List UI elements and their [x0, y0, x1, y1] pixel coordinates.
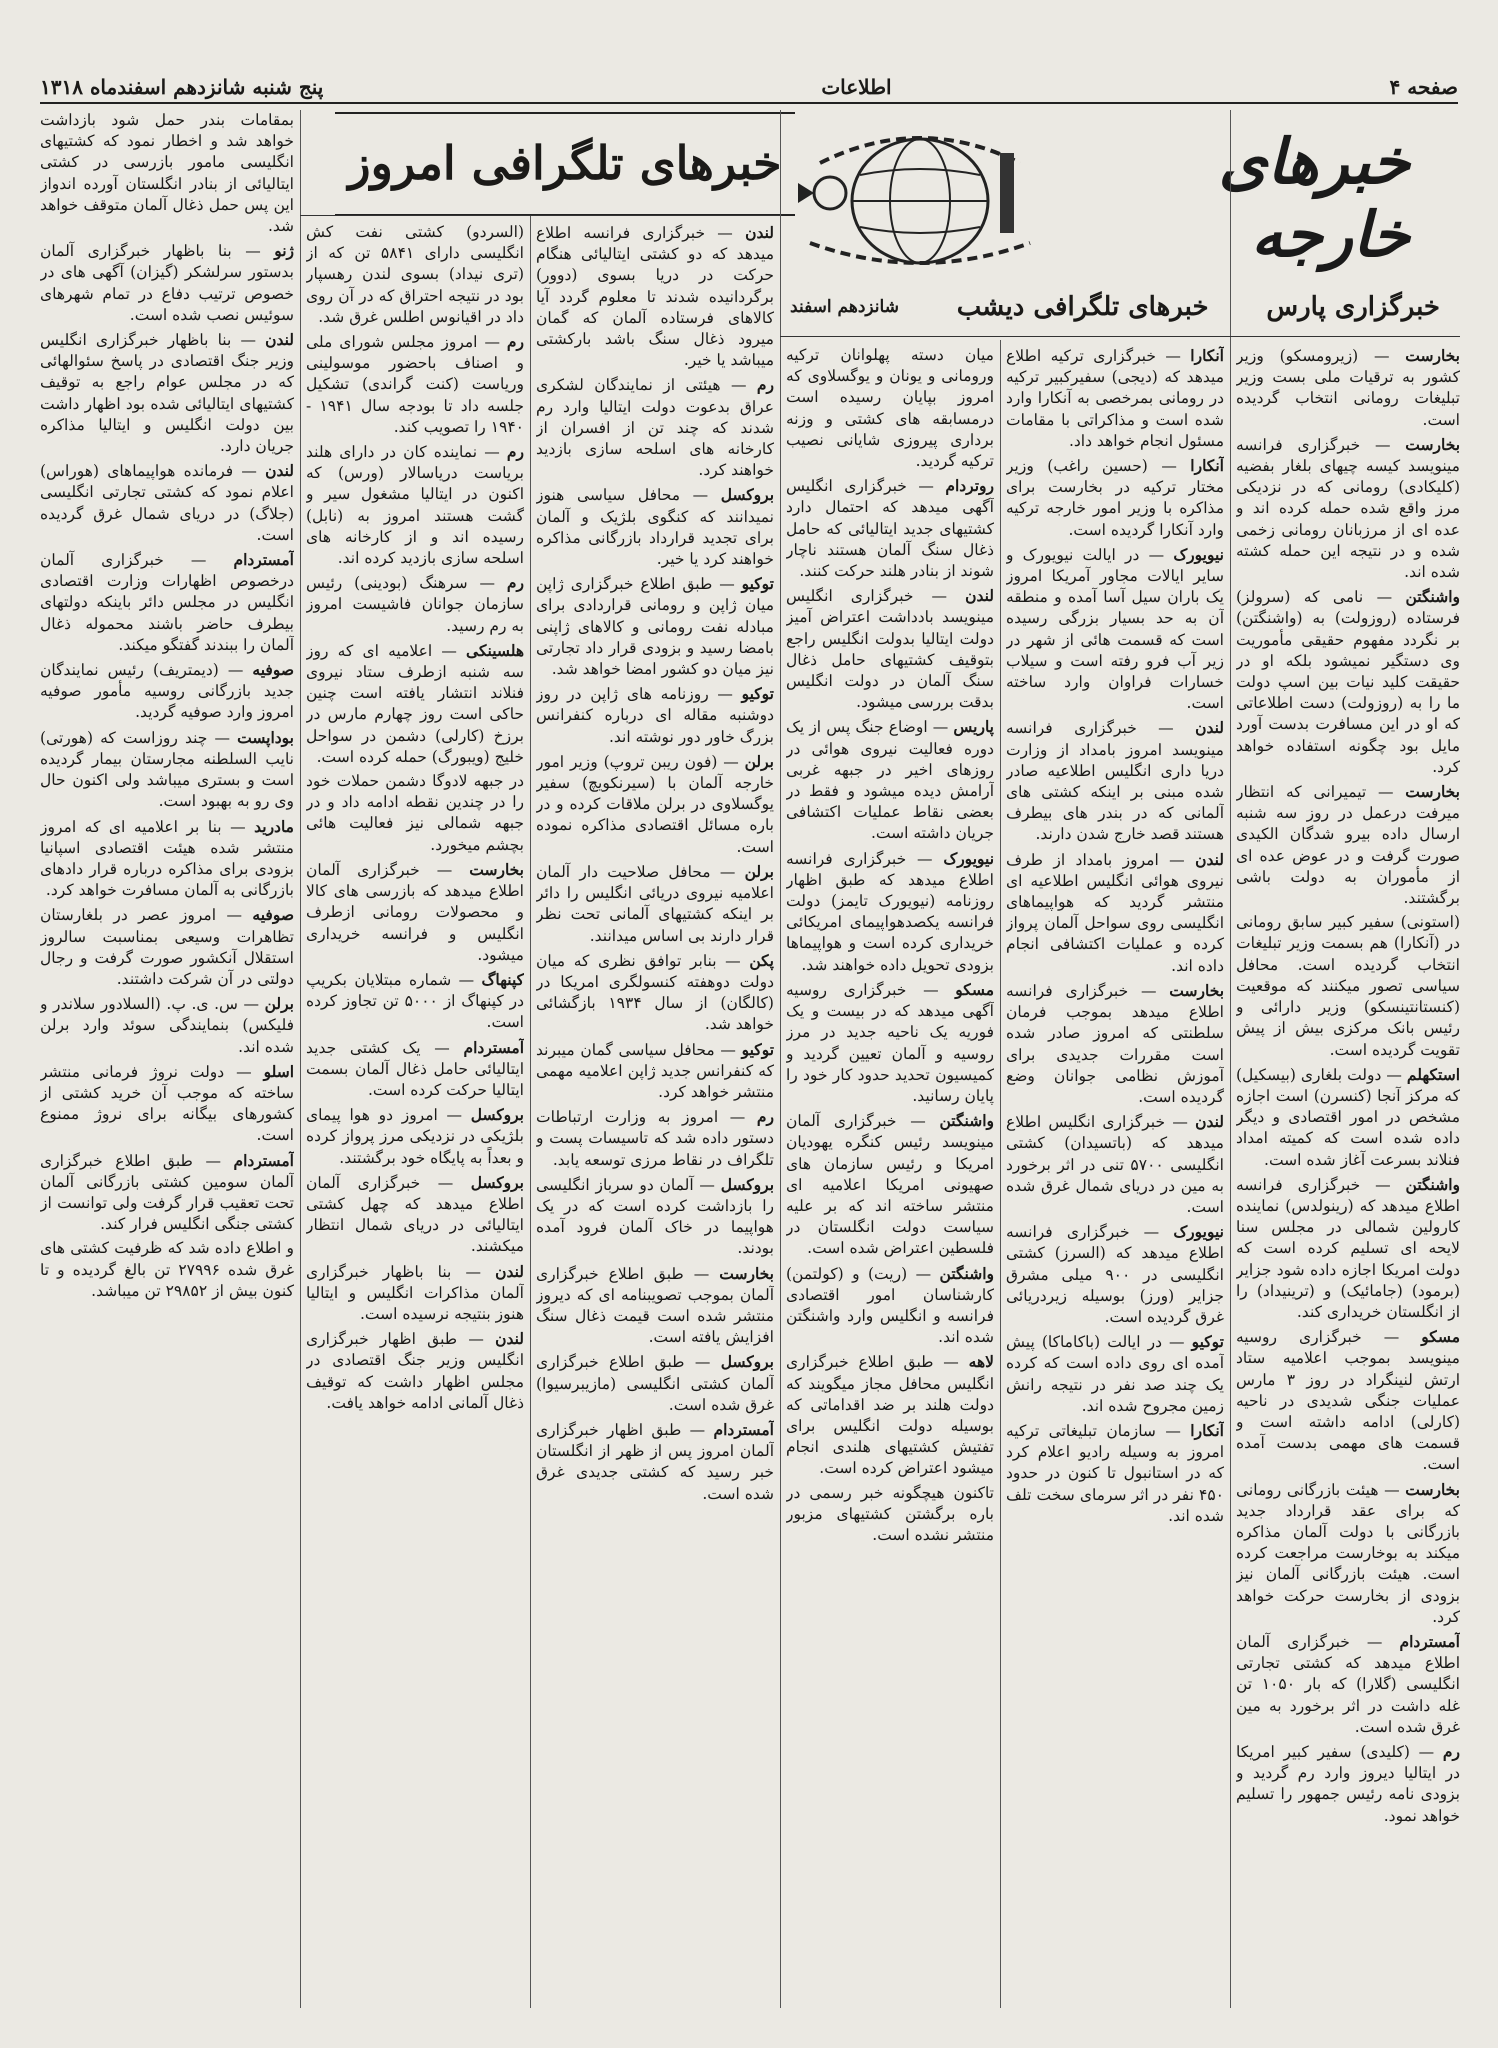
news-text: امروز عصر در بلغارستان تظاهرات وسیعی بمناسبت سالروز استقلال آنکشور صورت گرفت و رجال دولتی در آن شرکت داشتند.	[40, 906, 294, 988]
news-item: توکیو — روزنامه های ژاپن در روز دوشنبه مقاله ای درباره کنفرانس بزرگ خاور دور نوشته اند.	[536, 684, 774, 746]
news-text: خبرگزاری انگلیس اطلاع میدهد که (باتسیدان) کشتی انگلیسی ۵۷۰۰ تنی در اثر برخورد به مین در دریای شمال غرق شده است.	[1006, 1113, 1224, 1216]
news-text: امروز به وزارت ارتباطات دستور داده شد که تاسیسات پست و تلگراف در نقاط مرزی توسعه یابد.	[536, 1108, 774, 1169]
news-text: خبرگزاری انگلیس آگهی میدهد که احتمال دارد کشتیهای جدید ایتالیائی که حامل ذغال سنگ آلمان هستند ناچار شوند از بنادر هلند حرکت کنند.	[786, 477, 994, 581]
dateline-city: لندن	[495, 1261, 524, 1281]
news-item: رم — امروز به وزارت ارتباطات دستور داده شد که تاسیسات پست و تلگراف در نقاط مرزی توسعه یابد.	[536, 1107, 774, 1169]
column-4	[536, 222, 774, 2008]
news-item	[40, 110, 294, 237]
news-item: واشنگتن — خبرگزاری فرانسه اطلاع میدهد که (رینولدس) نماینده کارولین شمالی در مجلس سنا لایحه ای تسلیم کرده است که دولت امریکا اجازه داده شود جزایر (برمود) (جامائیک) و (ترینیداد) را از انگلستان خریداری کند.	[1236, 1174, 1460, 1321]
news-item	[1236, 912, 1460, 1060]
news-text: خبرگزاری فرانسه مینویسد امروز بامداد از وزارت دریا داری انگلیس اطلاعیه صادر شده مبنی بر اینکه کشتی های آلمانی که در بندر های بیطرف هستند قصد خارج شدن دارند.	[1006, 719, 1224, 844]
dateline-city: آنکارا	[1190, 456, 1224, 476]
news-text: خبرگزاری فرانسه اطلاع میدهد که (رینولدس) نماینده کارولین شمالی در مجلس سنا لایحه ای تسلیم کرده است که دولت امریکا اجازه داده شود جزایر (برمود) (جامائیک) و (ترینیداد) را از انگلستان خریداری کند.	[1236, 1175, 1460, 1321]
dateline-city: پکن	[749, 950, 774, 970]
news-item: توکیو — محافل سیاسی گمان میبرند که کنفرانس جدید ژاپن اعلامیه مهمی منتشر خواهد کرد.	[536, 1039, 774, 1101]
news-text: خبرگزاری فرانسه مینویسد کیسه چیهای بلغار بفضیه (کلیکادی) رومانی که در نزدیکی مرز واقع شده حمله کرده اند و عده ای از مرزبانان رومانی زخمی شده و در نتیجه این حمله کشته شده اند.	[1236, 435, 1460, 582]
dateline-city: اسلو	[263, 1061, 294, 1081]
news-item: لندن — امروز بامداد از طرف نیروی هوائی انگلیس اطلاعیه ای منتشر گردید که هواپیماهای انگلیسی روی سواحل آلمان پرواز کرده و عملیات اکتشافی انجام داده اند.	[1006, 849, 1224, 975]
news-item: آنکارا — (حسین راغب) وزیر مختار ترکیه در بخارست برای مذاکره با وزیر امور خارجه ترکیه وارد آنکارا گردیده است.	[1006, 456, 1224, 539]
news-text: چند روزاست که (هورتی) نایب السلطنه مجارستان بیمار گردیده است و بستری میباشد ولی اکنون حال وی رو به بهبود است.	[40, 728, 294, 811]
news-item: بروکسل — امروز دو هوا پیمای بلژیکی در نزدیکی مرز پرواز کرده و بعداً به پایگاه خود برگشتند.	[306, 1105, 524, 1167]
dateline-city: نیویورک	[1173, 1222, 1224, 1242]
news-item: رم — امروز مجلس شورای ملی و اصناف باحضور موسولینی وریاست (کنت گراندی) تشکیل جلسه داد تا بودجه سال ۱۹۴۱ - ۱۹۴۰ را تصویب کند.	[306, 332, 524, 436]
date-line: شانزدهم اسفند	[790, 297, 899, 317]
news-text: (السردو) کشتی نفت کش انگلیسی دارای ۵۸۴۱ تن که از (تری نیداد) بسوی لندن رهسپار بود در نتیجه احتراق که در آن روی داد در اقیانوس اطلس غرق شد.	[306, 223, 524, 326]
news-text: خبرگزاری آلمان اطلاع میدهد که چهل کشتی ایتالیائی در دریای شمال انتظار میکشند.	[306, 1173, 524, 1256]
news-item: اسلو — دولت نروژ فرمانی منتشر ساخته که موجب آن خرید کشتی از کشورهای بیگانه برای نروژ ممنوع است.	[40, 1061, 294, 1145]
news-item: مسکو — خبرگزاری روسیه آگهی میدهد که در بیست و یک فوریه یک ناحیه جدید در مرز روسیه و آلمان تعیین گردید و کمیسیون تحدید حدود کار خود را پایان رسانید.	[786, 979, 994, 1105]
news-text: خبرگزاری آلمان درخصوص اظهارات وزارت اقتصادی انگلیس در مجلس دائر باینکه دولتهای بیطرف حاضر باشند محموله ذغال آلمان را ببندند گفتگو میکند.	[40, 551, 294, 654]
news-item: لندن — خبرگزاری انگلیس مینویسد بادداشت اعتراض آمیز دولت ایتالیا بدولت انگلیس راجع بتوقیف کشتیهای حامل ذغال سنگ آلمان در دولت انگلیس بدقت بررسی میشود.	[786, 586, 994, 712]
news-text: امروز بامداد از طرف نیروی هوائی انگلیس اطلاعیه ای منتشر گردید که هواپیماهای انگلیسی روی سواحل آلمان پرواز کرده و عملیات اکتشافی انجام داده اند.	[1006, 850, 1224, 975]
dateline-city: مسکو	[1421, 1327, 1460, 1347]
news-text: هیئتی از نمایندگان لشکری عراق بدعوت دولت ایتالیا وارد رم شدند که چند تن از افسران از کارخانه های اسلحه سازی بازدید خواهند کرد.	[536, 376, 774, 480]
news-text: روزنامه های ژاپن در روز دوشنبه مقاله ای درباره کنفرانس بزرگ خاور دور نوشته اند.	[536, 685, 774, 746]
dateline-city: بروکسل	[720, 485, 774, 505]
news-item: پکن — بنابر توافق نظری که میان دولت دوهفته کنسولگری امریکا در (کالگان) از سال ۱۹۳۴ بازگشائی خواهد شد.	[536, 950, 774, 1034]
dateline-city: برلن	[744, 861, 774, 881]
issue-date: پنج شنبه شانزدهم اسفندماه ۱۳۱۸	[40, 75, 324, 99]
news-item: لندن — طبق اظهار خبرگزاری انگلیس وزیر جنگ اقتصادی در مجلس اظهار داشت که توقیف ذغال آلمانی ادامه خواهد یافت.	[306, 1329, 524, 1412]
news-text: در ایالت نیویورک و سایر ایالات مجاور آمریکا امروز یک باران سیل آسا آمده و منطقه آن به حد بسیار بزرگی رسیده است که قسمت هائی از شهر در زیر آب فرو رفته است و سیلاب خسارات فراوان وارد ساخته است.	[1006, 545, 1224, 713]
news-item: روتردام — خبرگزاری انگلیس آگهی میدهد که احتمال دارد کشتیهای جدید ایتالیائی که حامل ذغال سنگ آلمان هستند ناچار شوند از بنادر هلند حرکت کنند.	[786, 476, 994, 581]
news-item: بخارست — خبرگزاری فرانسه مینویسد کیسه چیهای بلغار بفضیه (کلیکادی) رومانی که در نزدیکی مرز واقع شده حمله کرده اند و عده ای از مرزبانان رومانی زخمی شده و در نتیجه این حمله کشته شده اند.	[1236, 434, 1460, 582]
dateline-city: بروکسل	[470, 1105, 524, 1125]
news-item: واشنگتن — نامی که (سرولز) فرستاده (روزولت) به (واشنگتن) بر نگردد مفهوم حقیقی مأموریت وی دستگیر نمیشود بلکه او در حقیقت کلید نیات بین اسپ دولت ما را به (روزولت) دست اطلاعاتی که او در این مسافرت بدست آورد مایل بود چگونه استفاده خواهد کرد.	[1236, 587, 1460, 776]
news-item: استکهلم — دولت بلغاری (بیسکیل) که مرکز آنجا (کنسرن) است اجازه مشخص در امور اقتصادی و دیگر داده شده است که کمیته امداد فنلاند بسرعت آغاز شده است.	[1236, 1064, 1460, 1169]
news-text: خبرگزاری آلمان اطلاع میدهد که بازرسی های کالا و محصولات رومانی ازطرف انگلیس و فرانسه خریداری میشود.	[306, 860, 524, 964]
dateline-city: واشنگتن	[939, 1111, 994, 1131]
news-text: (کلیدی) سفیر کبیر امریکا در ایتالیا دیروز وارد رم گردید و بزودی نامه رئیس جمهور را تسلیم خواهد نمود.	[1236, 1743, 1460, 1825]
dateline-city: رم	[1442, 1742, 1460, 1761]
dateline-city: بخارست	[469, 859, 524, 879]
dateline-city: نیویورک	[1173, 544, 1224, 564]
news-item: رم — (کلیدی) سفیر کبیر امریکا در ایتالیا دیروز وارد رم گردید و بزودی نامه رئیس جمهور را تسلیم خواهد نمود.	[1236, 1742, 1460, 1825]
news-text: خبرگزاری آلمان مینویسد رئیس کنگره یهودیان امریکا و رئیس سازمان های صهیونی امریکا اعلامیه ای منتشر ساخته اند که بر علیه سیاست دولت انگلستان در فلسطین اعتراض شده است.	[786, 1112, 994, 1258]
news-text: تیمیرانی که انتظار میرفت درعمل در روز سه شنبه ارسال داده بیرو شدگان الکیدی صورت گرفت و در عوض عده ای از مأموران به دولت باشی برگشتند.	[1236, 783, 1460, 908]
column-6	[40, 110, 294, 2008]
page-number: صفحه ۴	[1389, 75, 1458, 99]
news-text: و اطلاع داده شد که ظرفیت کشتی های غرق شده ۲۷۹۹۶ تن بالغ گردیده و تا کنون بیش از ۲۹۸۵۲ تن میباشد.	[40, 1239, 294, 1300]
foreign-news-subheader	[790, 282, 1440, 332]
news-text: یک کشتی جدید ایتالیائی حامل ذغال آلمان بسمت ایتالیا حرکت کرده است.	[306, 1038, 524, 1099]
news-text: نماینده کان در دارای هلند بریاست دریاسالار (ورس) که اکنون در ایتالیا مشغول سیر و گشت هستند امروز به (نابل) رسیده اند و از کارخانه های اسلحه سازی بازدید کرده اند.	[306, 443, 524, 568]
news-item: نیویورک — در ایالت نیویورک و سایر ایالات مجاور آمریکا امروز یک باران سیل آسا آمده و منطقه آن به حد بسیار بزرگی رسیده است که قسمت هائی از شهر در زیر آب فرو رفته است و سیلاب خسارات فراوان وارد ساخته است.	[1006, 544, 1224, 713]
dateline-city: نیویورک	[943, 848, 994, 868]
news-item: نیویورک — خبرگزاری فرانسه اطلاع میدهد که طبق اظهار روزنامه (نیویورک تایمز) دولت فرانسه یکصدهواپیمای امریکائی خریداری کرده است و هواپیماها بزودی تحویل داده خواهند شد.	[786, 848, 994, 974]
dateline-city: آنکارا	[1190, 346, 1224, 365]
news-item: لاهه — طبق اطلاع خبرگزاری انگلیس محافل مجاز میگویند که دولت هلند بر ضد اقداماتی که بوسیله دولت انگلیس برای تفتیش کشتیهای هلندی انجام میشود اعتراض کرده است.	[786, 1352, 994, 1478]
news-item: آمستردام — طبق اطلاع خبرگزاری آلمان سومین کشتی بازرگانی آلمان تحت تعقیب قرار گرفت ولی توانست از کشتی جنگی انگلیس فرار کند.	[40, 1150, 294, 1234]
news-item: رم — هیئتی از نمایندگان لشکری عراق بدعوت دولت ایتالیا وارد رم شدند که چند تن از افسران از کارخانه های اسلحه سازی بازدید خواهند کرد.	[536, 375, 774, 480]
news-item: لندن — بنا باظهار خبرگزاری انگلیس وزیر جنگ اقتصادی در پاسخ سئوالهائی که در مجلس عوام راجع به توقیف کشتیهای ایتالیائی شده بود اظهار داشت بین دولت انگلیس و ایتالیا مذاکره جریان دارد.	[40, 330, 294, 456]
foreign-news-title: خبرهای خارجه	[1218, 125, 1410, 271]
dateline-city: کپنهاگ	[481, 969, 524, 989]
news-item: لندن — بنا باظهار خبرگزاری آلمان مذاکرات انگلیس و ایتالیا هنوز بنتیجه نرسیده است.	[306, 1261, 524, 1323]
news-text: طبق اطلاع خبرگزاری آلمان سومین کشتی بازرگانی آلمان تحت تعقیب قرار گرفت ولی توانست از کشتی جنگی انگلیس فرار کند.	[40, 1151, 294, 1234]
news-text: (استونی) سفیر کبیر سابق رومانی در (آنکارا) هم بسمت وزیر تبلیغات انتخاب گردیده است. محافل سیاسی تصور میکنند که موقعیت (کنستانتینسکو) وزیر دارائی و رئیس بانک مرکزی بیش از پیش تقویت گردیده است.	[1236, 913, 1460, 1059]
news-item: صوفیه — (دیمتریف) رئیس نمایندگان جدید بازرگانی روسیه مأمور صوفیه امروز وارد صوفیه گردید.	[40, 660, 294, 722]
news-item: آمستردام — طبق اظهار خبرگزاری آلمان امروز پس از ظهر از انگلستان خبر رسید که کشتی جدیدی غرق شده است.	[536, 1419, 774, 1503]
news-text: خبرگزاری انگلیس مینویسد بادداشت اعتراض آمیز دولت ایتالیا بدولت انگلیس راجع بتوقیف کشتیهای حامل ذغال سنگ آلمان در دولت انگلیس بدقت بررسی میشود.	[786, 587, 994, 712]
news-item: آمستردام — خبرگزاری آلمان درخصوص اظهارات وزارت اقتصادی انگلیس در مجلس دائر باینکه دولتهای بیطرف حاضر باشند محموله ذغال آلمان را ببندند گفتگو میکند.	[40, 550, 294, 654]
column-5	[306, 222, 524, 2008]
news-item: بروکسل — محافل سیاسی هنوز نمیدانند که کنگوی بلژیک و آلمان برای تجدید قرارداد بازرگانی مذاکره خواهند کرد یا خیر.	[536, 485, 774, 569]
dateline-city: برلن	[744, 751, 774, 771]
dateline-city: لاهه	[968, 1352, 994, 1372]
dateline-city: بخارست	[1405, 434, 1460, 454]
dateline-city: واشنگتن	[939, 1263, 994, 1283]
news-item: لندن — خبرگزاری انگلیس اطلاع میدهد که (باتسیدان) کشتی انگلیسی ۵۷۰۰ تنی در اثر برخورد به مین در دریای شمال غرق شده است.	[1006, 1112, 1224, 1216]
dateline-city: برلن	[264, 994, 294, 1014]
dateline-city: بخارست	[1405, 782, 1460, 802]
news-text: امروز مجلس شورای ملی و اصناف باحضور موسولینی وریاست (کنت گراندی) تشکیل جلسه داد تا بودجه سال ۱۹۴۱ - ۱۹۴۰ را تصویب کند.	[306, 333, 524, 436]
news-text: خبرگزاری فرانسه اطلاع میدهد که (السرز) کشتی انگلیسی در ۹۰۰ میلی مشرق جزایر (ورز) بوسیله زیردریائی غرق گردیده است.	[1006, 1223, 1224, 1326]
news-item: رم — سرهنگ (بودینی) رئیس سازمان جوانان فاشیست امروز به رم رسید.	[306, 573, 524, 635]
column-rule	[1230, 110, 1231, 2008]
news-item: کپنهاگ — شماره مبتلایان بکریپ در کپنهاگ از ۵۰۰۰ تن تجاوز کرده است.	[306, 969, 524, 1032]
news-item: رم — نماینده کان در دارای هلند بریاست دریاسالار (ورس) که اکنون در ایتالیا مشغول سیر و گشت هستند امروز به (نابل) رسیده اند و از کارخانه های اسلحه سازی بازدید کرده اند.	[306, 442, 524, 568]
news-item: بخارست — خبرگزاری آلمان اطلاع میدهد که بازرسی های کالا و محصولات رومانی ازطرف انگلیس و فرانسه خریداری میشود.	[306, 859, 524, 964]
news-item	[786, 1483, 994, 1547]
news-text: شماره مبتلایان بکریپ در کپنهاگ از ۵۰۰۰ تن تجاوز کرده است.	[306, 970, 524, 1032]
news-text: (زیرومسکو) وزیر کشور به ترقیات ملی بست وزیر تبلیغات رومانی انتخاب گردیده است.	[1236, 347, 1460, 429]
news-text: دولت نروژ فرمانی منتشر ساخته که موجب آن خرید کشتی از کشورهای بیگانه برای نروژ ممنوع است.	[40, 1062, 294, 1145]
news-text: طبق اطلاع خبرگزاری آلمان بموجب تصویبنامه ای که دیروز منتشر شده است قیمت ذغال سنگ افزایش یافته است.	[536, 1264, 774, 1347]
news-text: اوضاع جنگ پس از یک دوره فعالیت نیروی هوائی در روزهای اخیر در جبهه غربی آرامش دیده میشود و فقط در بعضی نقاط عملیات اکتشافی جریان داشته است.	[786, 718, 994, 843]
news-item: آمستردام — یک کشتی جدید ایتالیائی حامل ذغال آلمان بسمت ایتالیا حرکت کرده است.	[306, 1037, 524, 1099]
page-header	[40, 72, 1458, 104]
dateline-city: مسکو	[955, 979, 994, 999]
news-item: برلن — س. ی. پ. (السلادور سلاندر و فلیکس) بنمایندگی سوئد وارد برلن شده اند.	[40, 994, 294, 1056]
dateline-city: روتردام	[945, 476, 994, 496]
news-text: طبق اظهار خبرگزاری آلمان امروز پس از ظهر از انگلستان خبر رسید که کشتی جدیدی غرق شده است.	[536, 1420, 774, 1503]
column-rule	[530, 215, 531, 2008]
dateline-city: صوفیه	[252, 660, 294, 680]
column-3	[786, 345, 994, 2008]
news-item: بخارست — طبق اطلاع خبرگزاری آلمان بموجب تصویبنامه ای که دیروز منتشر شده است قیمت ذغال سنگ افزایش یافته است.	[536, 1263, 774, 1347]
news-item	[306, 222, 524, 328]
today-telegraph-title: خبرهای تلگرافی امروز	[348, 136, 782, 190]
telegraph-masthead	[335, 118, 795, 208]
newspaper-name: اطلاعات	[821, 75, 892, 99]
dateline-city: واشنگتن	[1405, 1174, 1460, 1194]
news-text: اعلامیه ای که روز سه شنبه ازطرف ستاد نیروی فنلاند انتشار یافته است چنین حاکی است روز چهارم مارس در برزخ (کارلی) دشمن در سواحل خلیج (ویبورگ) حمله کرده است.	[306, 641, 524, 766]
dateline-city: آمستردام	[233, 550, 294, 570]
dateline-city: لندن	[265, 461, 294, 481]
news-text: خبرگزاری ترکیه اطلاع میدهد که (دیجی) سفیرکبیر ترکیه در رومانی بمرخصی به آنکارا وارد شده است و مذاکراتی با مقامات مسئول انجام خواهد داد.	[1006, 347, 1224, 450]
news-text: میان دسته پهلوانان ترکیه ورومانی و یونان و یوگسلاوی که امروز بپایان رسیده است درمسابقه های کشتی و وزنه برداری پیروزی شایانی نصیب ترکیه گردید.	[786, 346, 994, 471]
news-item	[786, 345, 994, 472]
news-text: در جبهه لادوگا دشمن حملات خود را در چندین نقطه ادامه داد و در جبهه شمالی نیز فعالیت هائی بچشم میخورد.	[306, 772, 524, 854]
dateline-city: بخارست	[1405, 1479, 1460, 1499]
news-text: امروز دو هوا پیمای بلژیکی در نزدیکی مرز پرواز کرده و بعداً به پایگاه خود برگشتند.	[306, 1106, 524, 1167]
news-text: بنا باظهار خبرگزاری آلمان بدستور سرلشکر (گیزان) آگهی های در خصوص ترتیب دفاع در تمام شهرهای سوئیس نصب شده است.	[40, 242, 294, 324]
news-item: لندن — فرمانده هواپیماهای (هوراس) اعلام نمود که کشتی تجارتی انگلیسی (جلاگ) در دریای شمال غرق گردیده است.	[40, 461, 294, 544]
news-item: توکیو — طبق اطلاع خبرگزاری ژاپن میان ژاپن و رومانی قراردادی برای مبادله نفت رومانی و کالاهای ژاپنی بامضا رسید و بزودی قرار داد تجارتی نیز میان دو کشور امضا خواهد شد.	[536, 574, 774, 679]
dateline-city: لندن	[1195, 1112, 1224, 1132]
news-item: بروکسل — طبق اطلاع خبرگزاری آلمان کشتی انگلیسی (مازیبرسیوا) غرق شده است.	[536, 1352, 774, 1414]
news-text: خبرگزاری روسیه مینویسد بموجب اعلامیه ستاد ارتش لنینگراد در روز ۳ مارس عملیات جنگی شدیدی در ناحیه (کارلی) ادامه داشته است و قسمت های مهمی بدست آمده است.	[1236, 1328, 1460, 1474]
news-item: بوداپست — چند روزاست که (هورتی) نایب السلطنه مجارستان بیمار گردیده است و بستری میباشد ولی اکنون حال وی رو به بهبود است.	[40, 727, 294, 811]
dateline-city: لندن	[965, 586, 994, 606]
news-item: هلسینکی — اعلامیه ای که روز سه شنبه ازطرف ستاد نیروی فنلاند انتشار یافته است چنین حاکی است روز چهارم مارس در برزخ (کارلی) دشمن در سواحل خلیج (ویبورگ) حمله کرده است.	[306, 640, 524, 766]
dateline-city: لندن	[495, 1329, 524, 1349]
dateline-city: بخارست	[1169, 980, 1224, 1000]
news-text: خبرگزاری فرانسه اطلاع میدهد که دو کشتی ایتالیائی هنگام حرکت در دریا بسوی (دوور) برگردانیده شدند تا معلوم گردد آیا کالاهای فرستاده آلمان که گمان میرود ذغال سنگ باشد بارکشتی میباشد یا خیر.	[536, 224, 774, 370]
news-text: (دیمتریف) رئیس نمایندگان جدید بازرگانی روسیه مأمور صوفیه امروز وارد صوفیه گردید.	[40, 661, 294, 722]
news-text: در ایالت (باکاماکا) پیش آمده ای روی داده است که کرده یک چند صد نفر در نتیجه رانش زمین مجروح شده اند.	[1006, 1333, 1224, 1415]
agency-name: خبرگزاری پارس	[1266, 292, 1440, 322]
news-item: آمستردام — خبرگزاری آلمان اطلاع میدهد که کشتی تجارتی انگلیسی (گلارا) که بار ۱۰۵۰ تن غله داشت در اثر برخورد به مین غرق شده است.	[1236, 1631, 1460, 1736]
news-text: محافل صلاحیت دار آلمان اعلامیه نیروی دریائی انگلیس را دائر بر اینکه کشتیهای آلمانی تحت نظر قرار دارند بی اساس میدانند.	[536, 862, 774, 945]
column-rule	[300, 110, 301, 2008]
dateline-city: توکیو	[741, 1039, 774, 1059]
dateline-city: بروکسل	[720, 1174, 774, 1194]
dateline-city: بخارست	[1405, 346, 1460, 365]
news-item: واشنگتن — (ریت) و (کولتمن) کارشناسان امور اقتصادی فرانسه و انگلیس وارد واشنگتن شده اند.	[786, 1263, 994, 1347]
dateline-city: لندن	[265, 330, 294, 350]
dateline-city: پاریس	[953, 717, 994, 737]
news-item: آنکارا — سازمان تبلیغاتی ترکیه امروز به وسیله رادیو اعلام کرد که در استانبول تا کنون در حدود ۴۵۰ نفر در اثر سرمای سخت تلف شده اند.	[1006, 1420, 1224, 1525]
news-text: فرمانده هواپیماهای (هوراس) اعلام نمود که کشتی تجارتی انگلیسی (جلاگ) در دریای شمال غرق گردیده است.	[40, 462, 294, 544]
news-item: بروکسل — آلمان دو سرباز انگلیسی را بازداشت کرده است که در یک هواپیما در خاک آلمان فرود آمده بودند.	[536, 1174, 774, 1258]
news-text: بمقامات بندر حمل شود بازداشت خواهد شد و اخطار نمود که کشتیهای انگلیسی مامور بازرسی در کشتی ایتالیائی از بنادر انگلستان آورده اندواز این پس حمل ذغال آلمان متوقف خواهد شد.	[40, 111, 294, 236]
column-2	[1006, 345, 1224, 2008]
dateline-city: ژنو	[274, 241, 294, 261]
news-text: خبرگزاری فرانسه اطلاع میدهد که طبق اظهار روزنامه (نیویورک تایمز) دولت فرانسه یکصدهواپیمای امریکائی خریداری کرده است و هواپیماها بزودی تحویل داده خواهند شد.	[786, 849, 994, 974]
news-item: ژنو — بنا باظهار خبرگزاری آلمان بدستور سرلشکر (گیزان) آگهی های در خصوص ترتیب دفاع در تمام شهرهای سوئیس نصب شده است.	[40, 241, 294, 324]
news-text: سرهنگ (بودینی) رئیس سازمان جوانان فاشیست امروز به رم رسید.	[306, 574, 524, 635]
news-item	[40, 1238, 294, 1302]
dateline-city: آمستردام	[233, 1150, 294, 1170]
column-1	[1236, 345, 1460, 2008]
news-text: طبق اظهار خبرگزاری انگلیس وزیر جنگ اقتصادی در مجلس اظهار داشت که توقیف ذغال آلمانی ادامه خواهد یافت.	[306, 1330, 524, 1412]
news-item: بخارست — هیئت بازرگانی رومانی که برای عقد قرارداد جدید بازرگانی با دولت آلمان مذاکره میکند به بوخارست مراجعت کرده است. هیئت بازرگانی آلمان نیز بزودی از بخارست حرکت خواهد کرد.	[1236, 1479, 1460, 1626]
dateline-city: لندن	[1195, 849, 1224, 869]
dateline-city: بروکسل	[470, 1172, 524, 1192]
dateline-city: لندن	[1195, 718, 1224, 738]
news-item: بخارست — تیمیرانی که انتظار میرفت درعمل در روز سه شنبه ارسال داده بیرو شدگان الکیدی صورت گرفت و در عوض عده ای از مأموران به دولت باشی برگشتند.	[1236, 782, 1460, 908]
news-text: بنا باظهار خبرگزاری انگلیس وزیر جنگ اقتصادی در پاسخ سئوالهائی که در مجلس عوام راجع به توقیف کشتیهای ایتالیائی شده بود اظهار داشت بین دولت انگلیس و ایتالیا مذاکره جریان دارد.	[40, 331, 294, 456]
news-item: بروکسل — خبرگزاری آلمان اطلاع میدهد که چهل کشتی ایتالیائی در دریای شمال انتظار میکشند.	[306, 1172, 524, 1256]
dateline-city: واشنگتن	[1405, 587, 1460, 607]
news-text: سازمان تبلیغاتی ترکیه امروز به وسیله رادیو اعلام کرد که در استانبول تا کنون در حدود ۴۵۰ نفر در اثر سرمای سخت تلف شده اند.	[1006, 1421, 1224, 1525]
news-text: نامی که (سرولز) فرستاده (روزولت) به (واشنگتن) بر نگردد مفهوم حقیقی مأموریت وی دستگیر نمیشود بلکه او در حقیقت کلید نیات بین اسپ دولت ما را به (روزولت) دست اطلاعاتی که او در این مسافرت بدست آورد مایل بود چگونه استفاده خواهد کرد.	[1236, 588, 1460, 776]
dateline-city: رم	[506, 573, 524, 593]
news-text: طبق اطلاع خبرگزاری ژاپن میان ژاپن و رومانی قراردادی برای مبادله نفت رومانی و کالاهای ژاپنی بامضا رسید و بزودی قرار داد تجارتی نیز میان دو کشور امضا خواهد شد.	[536, 575, 774, 679]
dateline-city: توکیو	[741, 684, 774, 704]
news-item: بخارست — (زیرومسکو) وزیر کشور به ترقیات ملی بست وزیر تبلیغات رومانی انتخاب گردیده است.	[1236, 346, 1460, 429]
news-item: مادرید — بنا بر اعلامیه ای که امروز منتشر شده هیئت اقتصادی اسپانیا بزودی برای مذاکره درباره قرار دادهای بازرگانی به آلمان مسافرت خواهد کرد.	[40, 816, 294, 900]
news-text: آلمان دو سرباز انگلیسی را بازداشت کرده است که در یک هواپیما در خاک آلمان فرود آمده بودند.	[536, 1175, 774, 1258]
news-text: س. ی. پ. (السلادور سلاندر و فلیکس) بنمایندگی سوئد وارد برلن شده اند.	[40, 995, 294, 1056]
dateline-city: بوداپست	[237, 727, 294, 747]
news-item: لندن — خبرگزاری فرانسه مینویسد امروز بامداد از وزارت دریا داری انگلیس اطلاعیه صادر شده مبنی بر اینکه کشتی های آلمانی که در بندر های بیطرف هستند قصد خارج شدن دارند.	[1006, 718, 1224, 844]
last-night-telegraph-title: خبرهای تلگرافی دیشب	[956, 292, 1209, 322]
dateline-city: رم	[756, 375, 774, 395]
news-item	[306, 771, 524, 856]
dateline-city: توکیو	[1191, 1332, 1224, 1352]
news-item: لندن — خبرگزاری فرانسه اطلاع میدهد که دو کشتی ایتالیائی هنگام حرکت در دریا بسوی (دوور) برگردانیده شدند تا معلوم گردد آیا کالاهای فرستاده آلمان که گمان میرود ذغال سنگ باشد بارکشتی میباشد یا خیر.	[536, 223, 774, 370]
dateline-city: رم	[506, 332, 524, 352]
news-text: خبرگزاری روسیه آگهی میدهد که در بیست و یک فوریه یک ناحیه جدید در مرز روسیه و آلمان تعیین گردید و کمیسیون تحدید حدود کار خود را پایان رسانید.	[786, 980, 994, 1105]
dateline-city: آمستردام	[463, 1037, 524, 1057]
news-text: محافل سیاسی گمان میبرند که کنفرانس جدید ژاپن اعلامیه مهمی منتشر خواهد کرد.	[536, 1040, 774, 1101]
dateline-city: صوفیه	[252, 905, 294, 925]
news-text: طبق اطلاع خبرگزاری آلمان کشتی انگلیسی (مازیبرسیوا) غرق شده است.	[536, 1353, 774, 1414]
dateline-city: آنکارا	[1190, 1420, 1224, 1440]
dateline-city: بخارست	[719, 1263, 774, 1283]
news-text: (فون ریبن تروپ) وزیر امور خارجه آلمان با (سیرنکویچ) سفیر یوگسلاوی در برلن ملاقات کرده و در باره مسائل اقتصادی مذاکره نموده است.	[536, 752, 774, 856]
dateline-city: بروکسل	[720, 1352, 774, 1372]
foreign-news-masthead	[790, 118, 1410, 278]
column-rule	[1000, 340, 1001, 2008]
news-item: توکیو — در ایالت (باکاماکا) پیش آمده ای روی داده است که کرده یک چند صد نفر در نتیجه رانش زمین مجروح شده اند.	[1006, 1332, 1224, 1415]
news-text: هیئت بازرگانی رومانی که برای عقد قرارداد جدید بازرگانی با دولت آلمان مذاکره میکند به بوخارست مراجعت کرده است. هیئت بازرگانی آلمان نیز بزودی از بخارست حرکت خواهد کرد.	[1236, 1480, 1460, 1626]
news-item: واشنگتن — خبرگزاری آلمان مینویسد رئیس کنگره یهودیان امریکا و رئیس سازمان های صهیونی امریکا اعلامیه ای منتشر ساخته اند که بر علیه سیاست دولت انگلستان در فلسطین اعتراض شده است.	[786, 1111, 994, 1258]
news-item: برلن — (فون ریبن تروپ) وزیر امور خارجه آلمان با (سیرنکویچ) سفیر یوگسلاوی در برلن ملاقات کرده و در باره مسائل اقتصادی مذاکره نموده است.	[536, 751, 774, 856]
news-text: بنا باظهار خبرگزاری آلمان مذاکرات انگلیس و ایتالیا هنوز بنتیجه نرسیده است.	[306, 1262, 524, 1323]
section-rule	[780, 336, 1460, 337]
dateline-city: آمستردام	[713, 1419, 774, 1439]
dateline-city: استکهلم	[1406, 1064, 1460, 1084]
column-rule	[780, 110, 781, 2008]
dateline-city: مادرید	[254, 816, 294, 836]
dateline-city: لندن	[745, 223, 774, 242]
news-text: (حسین راغب) وزیر مختار ترکیه در بخارست برای مذاکره با وزیر امور خارجه ترکیه وارد آنکارا گردیده است.	[1006, 457, 1224, 539]
news-text: محافل سیاسی هنوز نمیدانند که کنگوی بلژیک و آلمان برای تجدید قرارداد بازرگانی مذاکره خواهند کرد یا خیر.	[536, 486, 774, 569]
news-text: خبرگزاری فرانسه اطلاع میدهد بموجب فرمان سلطنتی که امروز صادر شده است مقررات جدیدی برای آموزش نظامی جوانان وضع گردیده است.	[1006, 981, 1224, 1106]
news-item: مسکو — خبرگزاری روسیه مینویسد بموجب اعلامیه ستاد ارتش لنینگراد در روز ۳ مارس عملیات جنگی شدیدی در ناحیه (کارلی) ادامه داشته است و قسمت های مهمی بدست آمده است.	[1236, 1327, 1460, 1474]
section-rule	[300, 215, 780, 216]
globe-illustration	[790, 123, 1050, 273]
dateline-city: توکیو	[741, 574, 774, 594]
news-text: طبق اطلاع خبرگزاری انگلیس محافل مجاز میگویند که دولت هلند بر ضد اقداماتی که بوسیله دولت انگلیس برای تفتیش کشتیهای هلندی انجام میشود اعتراض کرده است.	[786, 1353, 994, 1478]
dateline-city: آمستردام	[1399, 1631, 1460, 1651]
dateline-city: رم	[756, 1107, 774, 1127]
news-item: بخارست — خبرگزاری فرانسه اطلاع میدهد بموجب فرمان سلطنتی که امروز صادر شده است مقررات جدیدی برای آموزش نظامی جوانان وضع گردیده است.	[1006, 980, 1224, 1106]
news-text: بنابر توافق نظری که میان دولت دوهفته کنسولگری امریکا در (کالگان) از سال ۱۹۳۴ بازگشائی خواهد شد.	[536, 951, 774, 1034]
news-item: نیویورک — خبرگزاری فرانسه اطلاع میدهد که (السرز) کشتی انگلیسی در ۹۰۰ میلی مشرق جزایر (ورز) بوسیله زیردریائی غرق گردیده است.	[1006, 1222, 1224, 1326]
dateline-city: رم	[506, 442, 524, 462]
news-item: آنکارا — خبرگزاری ترکیه اطلاع میدهد که (دیجی) سفیرکبیر ترکیه در رومانی بمرخصی به آنکارا وارد شده است و مذاکراتی با مقامات مسئول انجام خواهد داد.	[1006, 346, 1224, 450]
news-item: پاریس — اوضاع جنگ پس از یک دوره فعالیت نیروی هوائی در روزهای اخیر در جبهه غربی آرامش دیده میشود و فقط در بعضی نقاط عملیات اکتشافی جریان داشته است.	[786, 717, 994, 843]
news-item: صوفیه — امروز عصر در بلغارستان تظاهرات وسیعی بمناسبت سالروز استقلال آنکشور صورت گرفت و رجال دولتی در آن شرکت داشتند.	[40, 905, 294, 988]
dateline-city: هلسینکی	[466, 640, 524, 660]
news-text: دولت بلغاری (بیسکیل) که مرکز آنجا (کنسرن) است اجازه مشخص در امور اقتصادی و دیگر داده شده است که کمیته امداد فنلاند بسرعت آغاز شده است.	[1236, 1065, 1460, 1169]
news-text: تاکنون هیچگونه خبر رسمی در باره برگشتن کشتیهای مزبور منتشر نشده است.	[786, 1483, 994, 1544]
news-text: بنا بر اعلامیه ای که امروز منتشر شده هیئت اقتصادی اسپانیا بزودی برای مذاکره درباره قرار دادهای بازرگانی به آلمان مسافرت خواهد کرد.	[40, 817, 294, 900]
news-text: (ریت) و (کولتمن) کارشناسان امور اقتصادی فرانسه و انگلیس وارد واشنگتن شده اند.	[786, 1264, 994, 1347]
news-item: برلن — محافل صلاحیت دار آلمان اعلامیه نیروی دریائی انگلیس را دائر بر اینکه کشتیهای آلمانی تحت نظر قرار دارند بی اساس میدانند.	[536, 861, 774, 945]
news-text: خبرگزاری آلمان اطلاع میدهد که کشتی تجارتی انگلیسی (گلارا) که بار ۱۰۵۰ تن غله داشت در اثر برخورد به مین غرق شده است.	[1236, 1632, 1460, 1736]
